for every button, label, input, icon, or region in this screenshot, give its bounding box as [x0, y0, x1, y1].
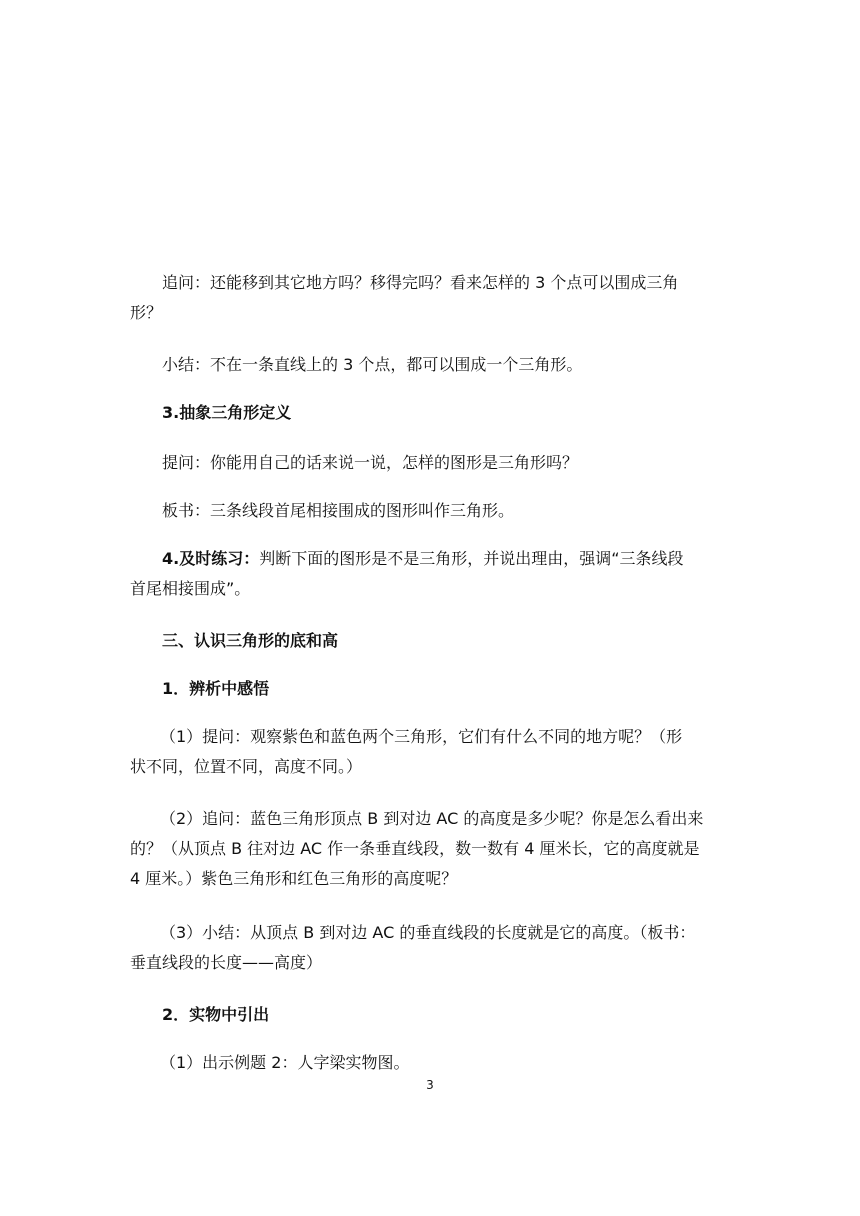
text-line: 板书：三条线段首尾相接围成的图形叫作三角形。: [162, 501, 515, 520]
text-line: 提问：你能用自己的话来说一说，怎样的图形是三角形吗？: [162, 453, 579, 472]
text-line: [130, 544, 735, 574]
text-line: 垂直线段的长度——高度）: [130, 953, 323, 972]
page-number: 3: [426, 1078, 434, 1092]
paragraph-example: [130, 1048, 735, 1078]
text-line: （3）小结：从顶点 B 到对边 AC 的垂直线段的长度就是它的高度。（板书：: [160, 923, 696, 942]
paragraph-item-1: [130, 722, 735, 782]
text-line: 的？（从顶点 B 往对边 AC 作一条垂直线段，数一数有 4 厘米长，它的高度就是: [130, 839, 700, 858]
paragraph-summary: [130, 350, 735, 380]
practice-label: 4.及时练习：: [162, 549, 260, 568]
text-line: 状不同，位置不同，高度不同。）: [130, 757, 363, 776]
paragraph-item-3: [130, 918, 735, 978]
paragraph-question: [130, 448, 735, 478]
section-heading-base-and-height: [130, 626, 735, 656]
text-line: （1）提问：观察紫色和蓝色两个三角形，它们有什么不同的地方呢？（形: [160, 727, 683, 746]
paragraph-follow-up-question: [130, 268, 735, 328]
text-line: （1）出示例题 2：人字梁实物图。: [160, 1053, 410, 1072]
text-line: 2．实物中引出: [162, 1005, 270, 1024]
text-line: 形？: [130, 303, 163, 322]
subheading-analysis: [130, 674, 735, 704]
text-line: 小结：不在一条直线上的 3 个点，都可以围成一个三角形。: [162, 355, 583, 374]
paragraph-board-writing: [130, 496, 735, 526]
paragraph-item-2: [130, 804, 735, 894]
text-line: 1．辨析中感悟: [162, 679, 270, 698]
subheading-triangle-definition: [130, 398, 735, 428]
subheading-real-objects: [130, 1000, 735, 1030]
text-line: 首尾相接围成”。: [130, 579, 251, 598]
paragraph-practice: [130, 544, 735, 604]
practice-text: 判断下面的图形是不是三角形，并说出理由，强调“三条线段: [259, 549, 684, 568]
text-line: 三、认识三角形的底和高: [162, 631, 339, 650]
text-line: （2）追问：蓝色三角形顶点 B 到对边 AC 的高度是多少呢？你是怎么看出来: [160, 809, 704, 828]
text-line: 4 厘米。）紫色三角形和红色三角形的高度呢？: [130, 869, 458, 888]
text-line: 追问：还能移到其它地方吗？移得完吗？看来怎样的 3 个点可以围成三角: [162, 273, 679, 292]
text-line: 3.抽象三角形定义: [162, 403, 292, 422]
